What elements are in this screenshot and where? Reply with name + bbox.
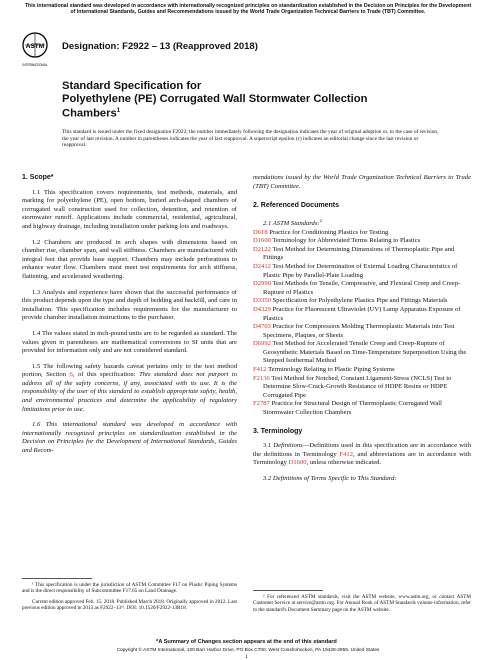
footnote-2: ² For referenced ASTM standards, visit the ASTM website, www.astm.org, or contact ASTM Customer Service at service@astm.org. For Annual Book of ASTM Standards volume information, refer to the standard's Document Summary page on the ASTM website. — [253, 594, 471, 613]
logo-subtext: INTERNATIONAL — [22, 63, 48, 67]
reference-item — [253, 340, 471, 366]
title-line-2: Polyethylene (PE) Corrugated Wall Stormwater Collection — [62, 92, 368, 105]
reference-title: Specification for Polyethylene Plastics Pipe and Fittings Materials — [270, 297, 448, 305]
designation: Designation: F2922 – 13 (Reapproved 2018) — [62, 41, 258, 52]
reference-code-link[interactable]: D618 — [253, 228, 268, 236]
reference-item — [253, 237, 471, 246]
logo-text: ASTM — [25, 43, 45, 50]
reference-item — [253, 280, 471, 297]
section-6-link[interactable]: 6 — [69, 371, 73, 379]
footnote-right — [253, 590, 471, 613]
reference-title: Test Method for Determining Dimensions of Thermoplastic Pipe and Fittings — [263, 245, 455, 262]
terminology-heading: 3. Terminology — [253, 427, 303, 435]
reference-code-link[interactable]: D2990 — [253, 280, 271, 288]
reference-item — [253, 375, 471, 401]
reference-title: Test Method for Notched, Constant Ligament-Stress (NCLS) Test to Determine Slow-Crack-Growth Resistance of HDPE Resins or HDPE Corrugated Pipe — [263, 374, 452, 399]
right-column — [253, 174, 471, 484]
para-1-3: 1.3 Analysis and experience have shown that the successful performance of this product depends upon the type and depth of bedding and backfill, and care in installation. This specification includes requirements for the manufacturer to provide chamber installation instructions to the purchaser. — [22, 288, 237, 322]
reference-code-link[interactable]: F412 — [253, 366, 267, 374]
reference-title: Practice for Fluorescent Ultraviolet (UV) Lamp Apparatus Exposure of Plastics — [263, 305, 461, 322]
reference-item — [253, 297, 471, 306]
footnote-left — [22, 578, 237, 611]
reference-code-link[interactable]: D2412 — [253, 262, 271, 270]
reference-code-link[interactable]: D6992 — [253, 340, 271, 348]
title-footnote-mark: 1 — [116, 108, 121, 115]
issuance-note: This standard is issued under the fixed designation F2922; the number immediately following the designation indicates the year of original adoption or, in the case of revision, the year of last revision. A number in parentheses indicates the year of last reapproval. A superscript epsilon (ε) indicates an editorial change since the last revision or reapproval. — [62, 129, 439, 149]
reference-title: Terminology for Abbreviated Terms Relating to Plastics — [270, 237, 421, 245]
reference-title: Test Method for Accelerated Tensile Creep and Creep-Rupture of Geosynthetic Materials Based on Time-Temperature Superposition Using the Stepped Isothermal Method — [263, 340, 467, 365]
footnote-1: ¹ This specification is under the jurisdiction of ASTM Committee F17 on Plastic Piping Systems and is the direct responsibility of Subcommittee F17.65 on Land Drainage. — [22, 582, 237, 595]
para-3-1: 3.1 Definitions—Definitions used in this specification are in accordance with the definitions in Terminology F412, and abbreviations are in accordance with Terminology D1600, unless otherwise indicated. — [253, 442, 471, 467]
reference-code-link[interactable]: D4329 — [253, 305, 271, 313]
top-notice: This international standard was developed in accordance with internationally recognized principles on standardization established in the Decision on Principles for the Development of International Standards, Guides and Recommendations issued by the World Trade Organization Technical Barriers to Trade (TBT) Committee. — [24, 3, 472, 16]
reference-code-link[interactable]: F2136 — [253, 374, 270, 382]
summary-of-changes-note: *A Summary of Changes section appears at the end of this standard — [156, 639, 337, 645]
reference-item — [253, 246, 471, 263]
left-column — [22, 174, 237, 456]
reference-title: Practice for Conditioning Plastics for Testing — [267, 228, 389, 236]
astm-standards-label: 2.1 ASTM Standards:$^2$ — [263, 217, 322, 227]
reference-item — [253, 366, 471, 375]
reference-list — [253, 229, 471, 418]
reference-code-link[interactable]: D4703 — [253, 323, 271, 331]
reference-title: Terminology Relating to Plastic Piping Systems — [266, 366, 395, 374]
f412-link[interactable]: F412 — [339, 450, 353, 458]
reference-item — [253, 306, 471, 323]
reference-item — [253, 400, 471, 417]
para-1-5: 1.5 The following safety hazards caveat pertains only to the test method portion, Section 6, of this specification: This standard does not purport to address all of the safety concerns, if any, associated with its use. It is the responsibility of the user of this standard to establish appropriate safety, health, and environmental practices and determine the applicability of regulatory limitations prior to use. — [22, 362, 237, 413]
copyright-line: Copyright © ASTM International, 100 Barr Harbor Drive, PO Box C700, West Conshohocken, PA 19428-2959. United States — [116, 648, 380, 653]
reference-item — [253, 229, 471, 238]
title-line-1: Standard Specification for — [62, 80, 202, 92]
page-number: 1 — [245, 654, 248, 660]
astm-logo — [22, 30, 48, 70]
para-1-2: 1.2 Chambers are produced in arch shapes with dimensions based on chamber rise, chamber span, and wall stiffness. Chambers are manufactured with integral feet that provide base support. Chambers may include perforations to enhance water flow. Chambers must meet test requirements for arch stiffness, flattening, and accelerated weathering. — [22, 238, 237, 280]
reference-code-link[interactable]: D3350 — [253, 297, 271, 305]
reference-item — [253, 263, 471, 280]
reference-code-link[interactable]: D2122 — [253, 245, 271, 253]
reference-title: Test Methods for Tensile, Compressive, and Flexural Creep and Creep-Rupture of Plastics — [263, 280, 461, 296]
document-title — [62, 80, 442, 121]
reference-title: Practice for Compression Molding Thermoplastic Materials into Test Specimens, Plaques, or Sheets — [263, 323, 455, 339]
scope-heading: 1. Scope* — [22, 174, 54, 181]
d1600-link[interactable]: D1600 — [288, 459, 307, 467]
reference-code-link[interactable]: D1600 — [253, 237, 271, 245]
para-1-6: 1.6 This international standard was developed in accordance with internationally recognized principles on standardization established in the Decision on Principles for the Development of International Standards, Guides and Recom- — [22, 421, 237, 455]
footnote-1-edition: Current edition approved Feb. 15, 2018. Published March 2018. Originally approved in 2012. Last previous edition approved in 2013 as F2922–13ᵉ¹. DOI: 10.1520/F2922-13R18. — [22, 598, 237, 611]
reference-item — [253, 323, 471, 340]
para-3-2: 3.2 Definitions of Terms Specific to This Standard: — [263, 475, 397, 482]
reference-title: Test Method for Determination of External Loading Characteristics of Plastic Pipe by Parallel-Plate Loading — [263, 262, 458, 279]
para-1-1: 1.1 This specification covers requirements, test methods, materials, and marking for polyethylene (PE), open bottom, buried arch-shaped chambers of corrugated wall construction used for collection, detention, and retention of stormwater runoff. Applications include commercial, residential, agricultural, and highway drainage, including installation under parking lots and roadways. — [22, 188, 237, 230]
reference-code-link[interactable]: F2787 — [253, 400, 270, 408]
title-line-3: Chambers — [62, 107, 117, 120]
para-1-6-continued: mendations issued by the World Trade Organization Technical Barriers to Trade (TBT) Committee. — [253, 174, 471, 190]
para-1-4: 1.4 The values stated in inch-pound units are to be regarded as standard. The values given in parentheses are mathematical conversions to SI units that are provided for information only and are not considered standard. — [22, 329, 237, 355]
reference-title: Practice for Structural Design of Thermoplastic Corrugated Wall Stormwater Collection Chambers — [263, 400, 442, 417]
referenced-documents-heading: 2. Referenced Documents — [253, 202, 339, 210]
